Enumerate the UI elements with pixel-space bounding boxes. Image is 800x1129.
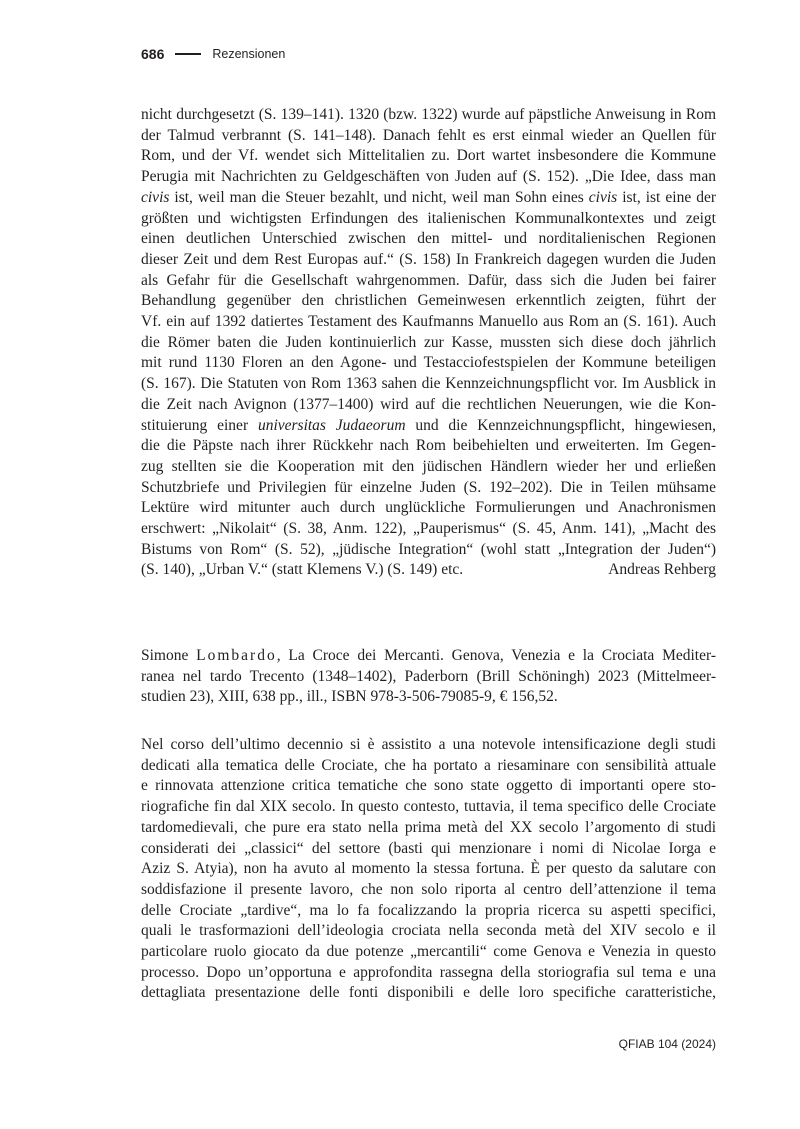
text-line: größten und wichtigsten Erfindungen des italienischen Kommunalkontextes und zeigt <box>141 209 716 227</box>
running-title: Rezensionen <box>212 47 286 61</box>
author-surname: Lombardo <box>196 647 277 664</box>
italic-term: civis <box>141 188 170 206</box>
running-header <box>141 44 285 64</box>
header-dash <box>175 53 201 55</box>
text-line: riografiche fin dal XIX secolo. In questo contesto, tuttavia, il tema specifico delle Crociate <box>141 798 716 816</box>
text-line: zug stellten sie die Kooperation mit den jüdischen Händlern wieder her und erließen <box>141 457 716 475</box>
text-line: dedicati alla tematica delle Crociate, che ha portato a riesaminare con sensibilità attuale <box>141 756 716 774</box>
author-first-name: Simone <box>141 647 197 664</box>
text-line: e rinnovata attenzione critica tematiche che sono state oggetto di importanti opere sto- <box>141 777 716 795</box>
text-line: soddisfazione il presente lavoro, che non solo riporta al centro dell’attenzione il tema <box>141 880 716 898</box>
text-line: Perugia mit Nachrichten zu Geldgeschäften von Juden auf (S. 152). „Die Idee, dass man <box>141 168 716 186</box>
journal-footer: QFIAB 104 (2024) <box>618 1037 716 1051</box>
text-line: Vf. ein auf 1392 datiertes Testament des Kaufmanns Manuello aus Rom an (S. 161). Auch <box>141 313 716 331</box>
text-line: dieser Zeit und dem Rest Europas auf.“ (S. 158) In Frankreich dagegen wurden die Juden <box>141 250 716 268</box>
text-line: civis ist, weil man die Steuer bezahlt, und nicht, weil man Sohn eines civis ist, ist eine der <box>141 188 716 206</box>
review-1-body <box>141 105 716 581</box>
text-line: (S. 167). Die Statuten von Rom 1363 sahen die Kennzeichnungspflicht vor. Im Ausblick in <box>141 375 716 393</box>
italic-term: civis <box>588 188 618 206</box>
text-line: Bistums von Rom“ (S. 52), „jüdische Integration“ (wohl statt „Integration der Juden“) <box>141 540 716 558</box>
text-line: dettagliata presentazione delle fonti disponibili e delle loro specifiche caratteristiche, <box>141 984 716 1002</box>
text-line: Nel corso dell’ultimo decennio si è assistito a una notevole intensificazione degli studi <box>141 736 716 753</box>
text-line: die Zeit nach Avignon (1377–1400) wird auf die rechtlichen Neuerungen, wie die Kon- <box>141 395 716 413</box>
text-line: stituierung einer universitas Judaeorum und die Kennzeichnungspflicht, hingewiesen, <box>141 416 717 434</box>
text-line: Schutzbriefe und Privilegien für einzelne Juden (S. 192–202). Die in Teilen mühsame <box>141 478 716 496</box>
text-line: ranea nel tardo Trecento (1348–1402), Paderborn (Brill Schöningh) 2023 (Mittelmeer- <box>141 667 716 685</box>
bibliographic-entry <box>141 646 716 708</box>
text-line: tardomedievali, che pure era stato nella prima metà del XX secolo l’argomento di studi <box>141 818 716 836</box>
text-line: erschwert: „Nikolait“ (S. 38, Anm. 122), „Pauperismus“ (S. 45, Anm. 141), „Macht des <box>141 520 716 538</box>
text-line: Simone Lombardo, La Croce dei Mercanti. Genova, Venezia e la Crociata Mediter- <box>141 647 716 664</box>
text-line: mit rund 1130 Floren an den Agone- und Testacciofestspielen der Kommune beteiligen <box>141 354 716 372</box>
italic-term: universitas Judaeorum <box>257 416 406 434</box>
closing-line <box>141 560 716 581</box>
text-line: als Gefahr für die Gesellschaft wahrgenommen. Dafür, dass sich die Juden bei fairer <box>141 271 716 289</box>
text-line: quali le trasformazioni dell’ideologia crociata nella seconda metà del XIV secolo e il <box>141 922 716 940</box>
text-line: der Talmud verbrannt (S. 141–148). Danach fehlt es erst einmal wieder an Quellen für <box>141 126 716 144</box>
text-line: processo. Dopo un’opportuna e approfondita rassegna della storiografia sul tema e una <box>141 963 716 981</box>
text-line: particolare ruolo giocato da due potenze „mercantili“ come Genova e Venezia in questo <box>141 943 716 961</box>
text-line: considerati dei „classici“ del settore (basti qui menzionare i nomi di Nicolae Iorga e <box>141 839 716 857</box>
text-line: nicht durchgesetzt (S. 139–141). 1320 (bzw. 1322) wurde auf päpstliche Anweisung in Rom <box>141 106 716 123</box>
text-line: Aziz S. Atyia), non ha avuto al momento la stessa fortuna. È per questo da salutare con <box>141 860 716 878</box>
text-line: Rom, und der Vf. wendet sich Mittelitalien zu. Dort wartet insbesondere die Kommune <box>141 147 716 165</box>
page-number: 686 <box>141 46 165 62</box>
review-2-body <box>141 735 716 1004</box>
text-line: Behandlung gegenüber den christlichen Gemeinwesen erkenntlich zeigten, führt der <box>141 292 716 310</box>
text-line: die Römer baten die Juden kontinuierlich zur Kasse, mussten sich diese doch jährlich <box>141 333 716 351</box>
text-line: studien 23), XIII, 638 pp., ill., ISBN 978-3-506-79085-9, € 156,52. <box>141 688 558 706</box>
text-line: die die Päpste nach ihrer Rückkehr nach Rom beibehielten und erweiterten. Im Gegen- <box>141 437 716 455</box>
text-line: Lektüre wird mitunter auch durch unglückliche Formulierungen und Anachronismen <box>141 499 716 517</box>
text-line: (S. 140), „Urban V.“ (statt Klemens V.) (S. 149) etc. <box>141 561 464 579</box>
text-line: einen deutlichen Unterschied zwischen den mittel- und norditalienischen Regionen <box>141 230 716 248</box>
text-line: delle Crociate „tardive“, ma lo fa focalizzando la propria ricerca su aspetti specifici, <box>141 901 716 919</box>
reviewer-signature: Andreas Rehberg <box>608 561 716 579</box>
